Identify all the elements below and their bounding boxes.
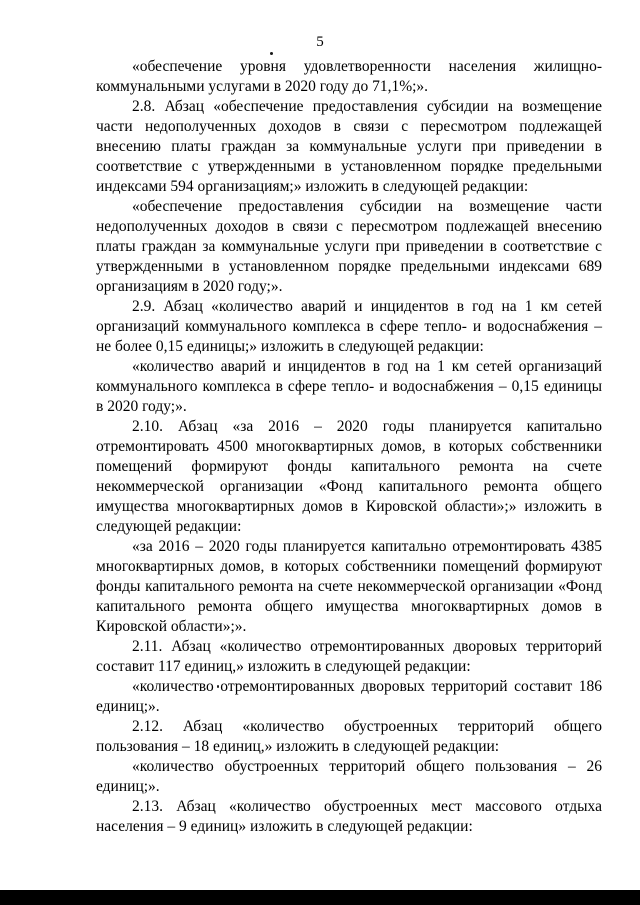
paragraph: «количество обустроенных территорий общего пользования – 26 единиц;». bbox=[96, 758, 602, 795]
scan-speck bbox=[270, 52, 273, 55]
paragraph: «обеспечение предоставления субсидии на возмещение части недополученных доходов в связи с пересмотром подлежащей внесению платы граждан за коммунальные услуги при приведении в соответствие с утвержденными в установленном порядке предельными индексами 689 организациям в 2020 году;». bbox=[96, 198, 602, 295]
paragraph: «обеспечение уровня удовлетворенности населения жилищно-коммунальными услугами в 2020 году до 71,1%;». bbox=[96, 58, 602, 95]
paragraph: 2.10. Абзац «за 2016 – 2020 годы планируется капитально отремонтировать 4500 многоквартирных домов, в которых собственники помещений формируют фонды капитального ремонта на счете некоммерческой организации «Фонд капитального ремонта общего имущества многоквартирных домов в Кировской области»;» изложить в следующей редакции: bbox=[96, 418, 602, 535]
paragraph: «количество аварий и инцидентов в год на 1 км сетей организаций коммунального комплекса в сфере тепло- и водоснабжения – 0,15 единицы в 2020 году;». bbox=[96, 358, 602, 415]
paragraph: «количество отремонтированных дворовых территорий составит 186 единиц;». bbox=[96, 678, 602, 715]
paragraph: 2.11. Абзац «количество отремонтированных дворовых территорий составит 117 единиц,» изложить в следующей редакции: bbox=[96, 638, 602, 675]
document-body bbox=[96, 57, 602, 837]
page-number: 5 bbox=[316, 34, 324, 50]
scan-bottom-edge bbox=[0, 890, 640, 905]
paragraph: 2.12. Абзац «количество обустроенных территорий общего пользования – 18 единиц,» изложить в следующей редакции: bbox=[96, 718, 602, 755]
paragraph: 2.9. Абзац «количество аварий и инцидентов в год на 1 км сетей организаций коммунального комплекса в сфере тепло- и водоснабжения – не более 0,15 единицы;» изложить в следующей редакции: bbox=[96, 298, 602, 355]
paragraph: 2.13. Абзац «количество обустроенных мест массового отдыха населения – 9 единиц» изложить в следующей редакции: bbox=[96, 798, 602, 835]
paragraph: «за 2016 – 2020 годы планируется капитально отремонтировать 4385 многоквартирных домов, в которых собственники помещений формируют фонды капитального ремонта на счете некоммерческой организации «Фонд капитального ремонта общего имущества многоквартирных домов в Кировской области»;». bbox=[96, 538, 602, 635]
paragraph: 2.8. Абзац «обеспечение предоставления субсидии на возмещение части недополученных доходов в связи с пересмотром подлежащей внесению платы граждан за коммунальные услуги при приведении в соответствие с утвержденными в установленном порядке предельными индексами 594 организациям;» изложить в следующей редакции: bbox=[96, 98, 602, 195]
